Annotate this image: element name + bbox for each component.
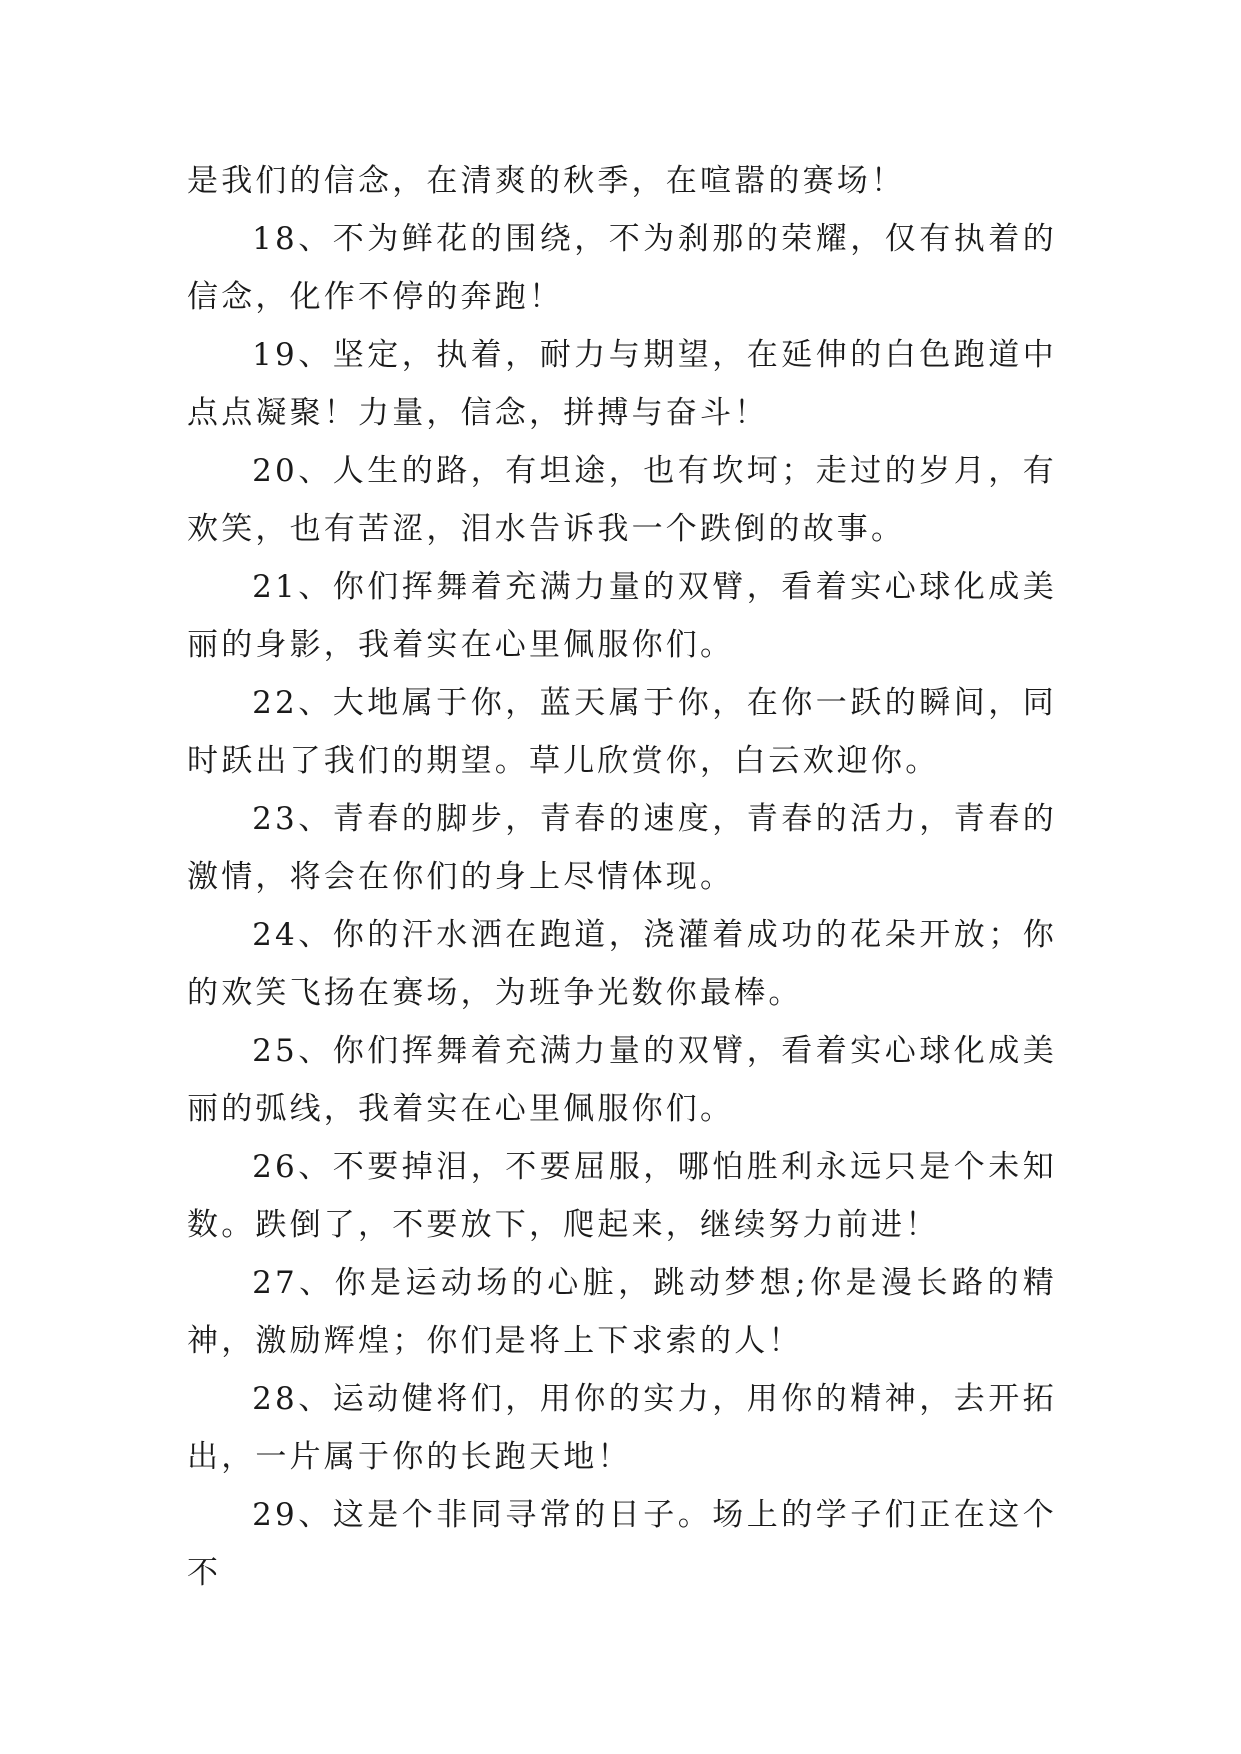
paragraph-18: 18、不为鲜花的围绕，不为刹那的荣耀，仅有执着的信念，化作不停的奔跑！	[187, 221, 1057, 315]
paragraph-20: 20、人生的路，有坦途，也有坎坷；走过的岁月，有欢笑，也有苦涩，泪水告诉我一个跌倒的故事。	[187, 453, 1057, 547]
document-page	[187, 152, 1057, 1602]
paragraph-22: 22、大地属于你，蓝天属于你，在你一跃的瞬间，同时跃出了我们的期望。草儿欣赏你，白云欢迎你。	[187, 685, 1057, 779]
paragraph-21: 21、你们挥舞着充满力量的双臂，看着实心球化成美丽的身影，我着实在心里佩服你们。	[187, 569, 1057, 663]
paragraph-23: 23、青春的脚步，青春的速度，青春的活力，青春的激情，将会在你们的身上尽情体现。	[187, 801, 1057, 895]
paragraph-continuation: 是我们的信念，在清爽的秋季，在喧嚣的赛场！	[187, 163, 906, 199]
paragraph-27: 27、你是运动场的心脏，跳动梦想;你是漫长路的精神，激励辉煌；你们是将上下求索的人！	[187, 1265, 1057, 1359]
paragraph-19: 19、坚定，执着，耐力与期望，在延伸的白色跑道中点点凝聚！力量，信念，拼搏与奋斗！	[187, 337, 1057, 431]
paragraph-28: 28、运动健将们，用你的实力，用你的精神，去开拓出，一片属于你的长跑天地！	[187, 1381, 1057, 1475]
paragraph-25: 25、你们挥舞着充满力量的双臂，看着实心球化成美丽的弧线，我着实在心里佩服你们。	[187, 1033, 1057, 1127]
paragraph-29: 29、这是个非同寻常的日子。场上的学子们正在这个不	[187, 1497, 1057, 1591]
paragraph-26: 26、不要掉泪，不要屈服，哪怕胜利永远只是个未知数。跌倒了，不要放下，爬起来，继续努力前进！	[187, 1149, 1057, 1243]
paragraph-24: 24、你的汗水洒在跑道，浇灌着成功的花朵开放；你的欢笑飞扬在赛场，为班争光数你最棒。	[187, 917, 1057, 1011]
